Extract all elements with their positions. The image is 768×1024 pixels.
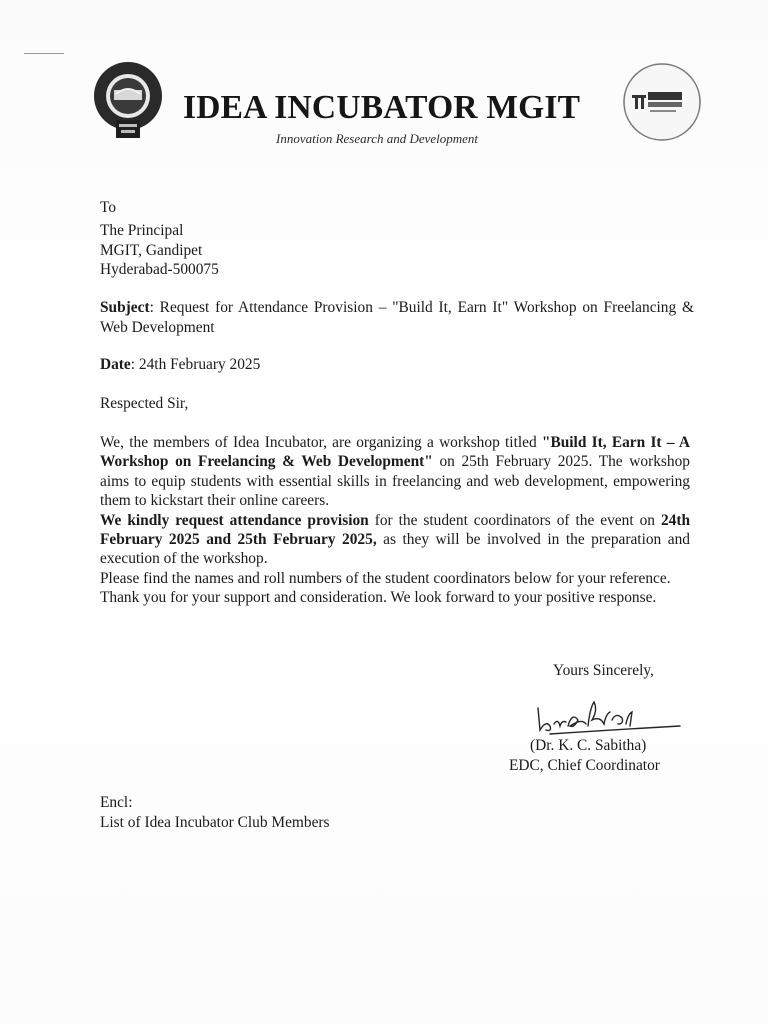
body-paragraph-4: Thank you for your support and consideration. We look forward to your positive response. [100, 589, 657, 607]
workshop-title: "Build It, Earn It – A Workshop on Freelancing & Web Development" [100, 434, 691, 471]
brand-tagline: Innovation Research and Development [276, 131, 479, 146]
enclosure-label: Encl: [100, 794, 133, 811]
requested-dates: 24th February 2025 and 25th February 2025, [100, 511, 691, 549]
body-paragraph-1: We, the members of Idea Incubator, are organizing a workshop titled "Build It, Earn It – A Workshop on Freelancing & Web Development" on 25th February 2025. The workshop aims to equip students with essential skills in freelancing and web development, empowering them to kickstart their online careers. [100, 434, 691, 510]
date-value: : 24th February 2025 [130, 356, 261, 373]
valediction: Yours Sincerely, [553, 662, 654, 679]
brand-title: IDEA INCUBATOR MGIT [183, 89, 581, 126]
recipient-institution: MGIT, Gandipet [100, 241, 203, 259]
handwritten-signature [530, 690, 690, 738]
enclosure-item: List of Idea Incubator Club Members [100, 814, 330, 831]
letter-body [100, 433, 690, 608]
recipient-name: The Principal [100, 222, 184, 239]
recipient-address [100, 221, 219, 280]
recipient-city: Hyderabad-500075 [100, 261, 219, 278]
date-label: Date [100, 356, 131, 373]
signatory-name: (Dr. K. C. Sabitha) [530, 737, 647, 754]
addressee-to: To [100, 199, 117, 216]
body-paragraph-3: Please find the names and roll numbers of the student coordinators below for your reference. [100, 569, 671, 587]
subject-text: : Request for Attendance Provision – "Build It, Earn It" Workshop on Freelancing & Web Development [100, 299, 694, 336]
scan-mark [24, 53, 64, 54]
salutation: Respected Sir, [100, 395, 189, 412]
date-line [100, 355, 700, 375]
body-paragraph-2: We kindly request attendance provision for the student coordinators of the event on 24th February 2025 and 25th February 2025, as they will be involved in the preparation and execution of the workshop. [100, 511, 691, 568]
signatory-role: EDC, Chief Coordinator [509, 757, 660, 774]
subject-label: Subject [100, 299, 150, 316]
institute-seal-logo [92, 60, 164, 140]
request-emphasis: We kindly request attendance provision [100, 511, 369, 529]
idea-incubator-logo [620, 62, 704, 142]
subject-line [100, 298, 694, 337]
